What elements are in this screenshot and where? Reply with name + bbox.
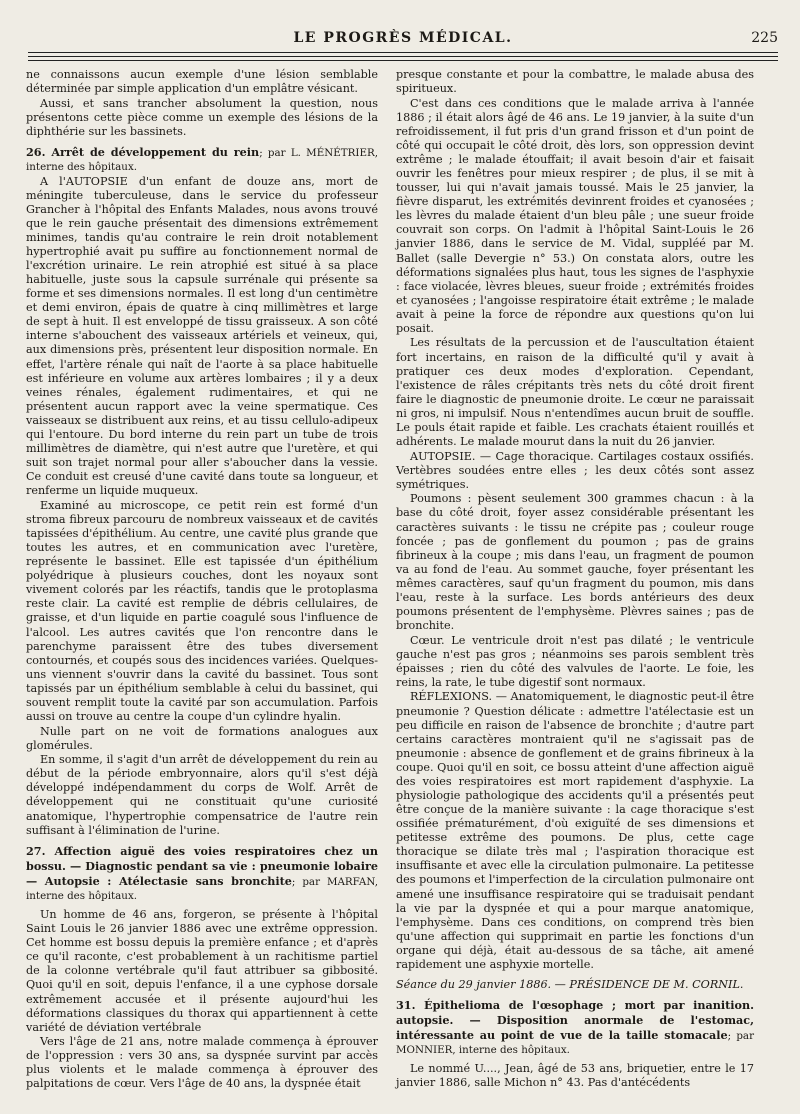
article-heading <box>26 844 378 903</box>
paragraph: C'est dans ces conditions que le malade arriva à l'année 1886 ; il était alors âgé de 46 ans. Le 19 janvier, à la suite d'un refroidissement, il fut pris d'un grand frisson et d'un point de côté qui occupait le côté droit, dès lors, son oppression devint extrême ; le malade étouffait; il avait besoin d'air et faisait ouvrir les fenêtres pour mieux respirer ; de plus, il se mit à tousser, lui qui n'avait jamais toussé. Mais le 25 janvier, la fièvre disparut, les extrémités devinrent froides et cyanosées ; les lèvres du malade étaient d'un bleu pâle ; une sueur froide couvrait son corps. On l'admit à l'hôpital Saint-Louis le 26 janvier 1886, dans le service de M. Vidal, suppléé par M. Ballet (salle Devergie n° 53.) On constata alors, outre les déformations signalées plus haut, tous les signes de l'asphyxie : face violacée, lèvres bleues, sueur froide ; extrémités froides et cyanosées ; l'angoisse respiratoire était extrême ; le malade avait à peine la force de répondre aux questions qu'on lui posait. <box>396 96 754 335</box>
paragraph: Un homme de 46 ans, forgeron, se présente à l'hôpital Saint Louis le 26 janvier 1886 avec une extrême oppression. Cet homme est bossu depuis la première enfance ; et d'après ce qu'il raconte, c'est probablement à un rachitisme partiel de la colonne vertébrale qu'il faut attribuer sa gibbosité. Quoi qu'il en soit, depuis l'enfance, il a une cyphose dorsale extrêmement accusée et il présente aujourd'hui les déformations classiques du thorax qui appartiennent à cette variété de déviation vertébrale <box>26 908 378 1034</box>
journal-title: LE PROGRÈS MÉDICAL. <box>293 30 513 46</box>
article-number: 26. <box>26 144 52 159</box>
article-title: Affection aiguë des voies respiratoires chez un bossu. — Diagnostic pendant sa vie : pneumonie lobaire — Autopsie : Atélectasie sans bronchite <box>26 843 378 888</box>
paragraph: ne connaissons aucun exemple d'une lésion semblable déterminée par simple application d'un emplâtre vésicant. <box>26 68 378 96</box>
paragraph: Aussi, et sans trancher absolument la question, nous présentons cette pièce comme un exemple des lésions de la diphthérie sur les bassinets. <box>26 96 378 138</box>
left-column <box>26 68 378 1092</box>
header-rule <box>28 52 778 53</box>
paragraph: RÉFLEXIONS. — Anatomiquement, le diagnostic peut-il être pneumonie ? Question délicate : admettre l'atélectasie est un peu difficile en raison de l'absence de bronchite ; d'autre part certains caractères montraient qu'il ne s'agissait pas de pneumonie : absence de gonflement et de grains fibrineux à la coupe. Quoi qu'il en soit, ce bossu atteint d'une affection aiguë des voies respiratoires est mort rapidement d'asphyxie. La physiologie pathologique des accidents qu'il a présentés peut être conçue de la manière suivante : la cage thoracique s'est ossifiée prématurément, d'où exiguïté de ses dimensions et petitesse extrême des poumons. De plus, cette cage thoracique se dilate très mal ; l'aspiration thoracique est insuffisante et avec elle la circulation pulmonaire. La petitesse des poumons et l'imperfection de la circulation pulmonaire ont amené une insuffisance respiratoire qui se traduisait pendant la vie par la dyspnée et qui a pour marque anatomique, l'emphysème. Dans ces conditions, on comprend très bien qu'une affection qui supprimait en partie les fonctions d'un organe qui déjà, était au-dessous de sa tâche, ait amené rapidement une asphyxie mortelle. <box>396 690 754 971</box>
paragraph: presque constante et pour la combattre, le malade abusa des spiritueux. <box>396 68 754 96</box>
article-number: 27. <box>26 843 55 858</box>
article-heading <box>396 998 754 1057</box>
paragraph: Examiné au microscope, ce petit rein est formé d'un stroma fibreux parcouru de nombreux vaisseaux et de cavités tapissées d'épithélium. Au centre, une cavité plus grande que toutes les autres, et en communication avec l'uretère, représente le bassinet. Elle est tapissée d'un épithélium polyédrique à plusieurs couches, dont les noyaux sont vivement colorés par les réactifs, tandis que le protoplasma reste clair. La cavité est remplie de débris cellulaires, de graisse, et d'un liquide en partie coagulé sous l'influence de l'alcool. Les autres cavités que l'on rencontre dans le parenchyme paraissent être des tubes diversement contournés, et coupés sous des incidences variées. Quelques-uns viennent s'ouvrir dans la cavité du bassinet. Tous sont tapissés par un épithélium semblable à celui du bassinet, qui souvent remplit toute la cavité par son accumulation. Parfois aussi on trouve au centre la coupe d'un cylindre hyalin. <box>26 498 378 724</box>
page-number: 225 <box>751 30 778 46</box>
paragraph: AUTOPSIE. — Cage thoracique. Cartilages costaux ossifiés. Vertèbres soudées entre elles ; les deux côtés sont assez symétriques. <box>396 449 754 491</box>
right-column <box>396 68 754 1091</box>
article-author: ; par MARFAN, interne des hôpitaux. <box>26 875 378 902</box>
paragraph: Séance du 29 janvier 1886. — PRÉSIDENCE DE M. CORNIL. <box>396 978 744 991</box>
paragraph: Vers l'âge de 21 ans, notre malade commença à éprouver de l'oppression : vers 30 ans, sa dyspnée survint par accès plus violents et le malade commença à éprouver des palpitations de cœur. Vers l'âge de 40 ans, la dyspnée était <box>26 1035 378 1091</box>
paragraph: Les résultats de la percussion et de l'auscultation étaient fort incertains, en raison de la difficulté qu'il y avait à pratiquer ces deux modes d'exploration. Cependant, l'existence de râles crépitants très nets du côté droit firent faire le diagnostic de pneumonie droite. Le cœur ne paraissait ni gros, ni impulsif. Nous n'entendîmes aucun bruit de souffle. Le pouls était rapide et faible. Les crachats étaient rouillés et adhérents. Le malade mourut dans la nuit du 26 janvier. <box>396 336 754 449</box>
paragraph: Cœur. Le ventricule droit n'est pas dilaté ; le ventricule gauche n'est pas gros ; néanmoins ses parois semblent très épaisses ; rien du côté des valvules de l'aorte. Le foie, les reins, la rate, le tube digestif sont normaux. <box>396 633 754 689</box>
paragraph: A l'AUTOPSIE d'un enfant de douze ans, mort de méningite tuberculeuse, dans le service du professeur Grancher à l'hôpital des Enfants Malades, nous avons trouvé que le rein gauche présentait des dimensions extrêmement minimes, tandis qu'au contraire le rein droit notablement hypertrophié avait pu suffire au fonctionnement normal de l'excrétion urinaire. Le rein atrophié est situé à sa place habituelle, juste sous la capsule surrénale qui présente sa forme et ses dimensions normales. Il est long d'un centimètre et demi environ, épais de quatre à cinq millimètres et large de sept à huit. Il est enveloppé de tissu graisseux. A son côté interne s'abouchent des vaisseaux artériels et veineux, qui, aux dimensions près, présentent leur disposition normale. En effet, l'artère rénale qui naît de l'aorte à sa place habituelle est inférieure en volume aux artères lombaires ; il y a deux veines rénales, également rudimentaires, et qui ne présentent aucun rapport avec la veine spermatique. Ces vaisseaux se distribuent aux reins, et au tissu cellulo-adipeux qui l'entoure. Du bord interne du rein part un tube de trois millimètres de diamètre, qui n'est autre que l'uretère, et qui suit son trajet normal pour aller s'aboucher dans la vessie. Ce conduit est creusé d'une cavité dans toute sa longueur, et renferme un liquide muqueux. <box>26 174 378 498</box>
article-title: Épithelioma de l'œsophage ; mort par inanition. autopsie. — Disposition anormale de l'estomac, intéressante au point de vue de la taille stomacale <box>396 998 754 1043</box>
paragraph: Le nommé U...., Jean, âgé de 53 ans, briquetier, entre le 17 janvier 1886, salle Michon n° 43. Pas d'antécédents <box>396 1062 754 1090</box>
article-number: 31. <box>396 998 425 1013</box>
paragraph: Nulle part on ne voit de formations analogues aux glomérules. <box>26 724 378 752</box>
article-author: ; par MONNIER, interne des hôpitaux. <box>396 1030 754 1057</box>
paragraph: Poumons : pèsent seulement 300 grammes chacun : à la base du côté droit, foyer assez considérable présentant les caractères suivants : le tissu ne crépite pas ; couleur rouge foncée ; pas de gonflement du poumon ; pas de grains fibrineux à la coupe ; mis dans l'eau, un fragment de poumon va au fond de l'eau. Au sommet gauche, foyer présentant les mêmes caractères, sauf qu'un fragment du poumon, mis dans l'eau, reste à la surface. Les bords antérieurs des deux poumons présentent de l'emphysème. Plèvres saines ; pas de bronchite. <box>396 492 754 633</box>
running-head <box>28 30 778 50</box>
paragraph: En somme, il s'agit d'un arrêt de développement du rein au début de la période embryonnaire, alors qu'il s'est déjà développé indépendamment du corps de Wolf. Arrêt de développement qui ne constituait qu'une curiosité anatomique, l'hypertrophie compensatrice de l'autre rein suffisant à l'élimination de l'urine. <box>26 753 378 837</box>
article-title: Arrêt de développement du rein <box>51 144 260 159</box>
header-rule <box>28 56 778 57</box>
article-author: ; par L. MÉNÉTRIER, interne des hôpitaux. <box>26 146 378 173</box>
header-rule <box>28 60 778 61</box>
article-heading <box>26 145 378 174</box>
